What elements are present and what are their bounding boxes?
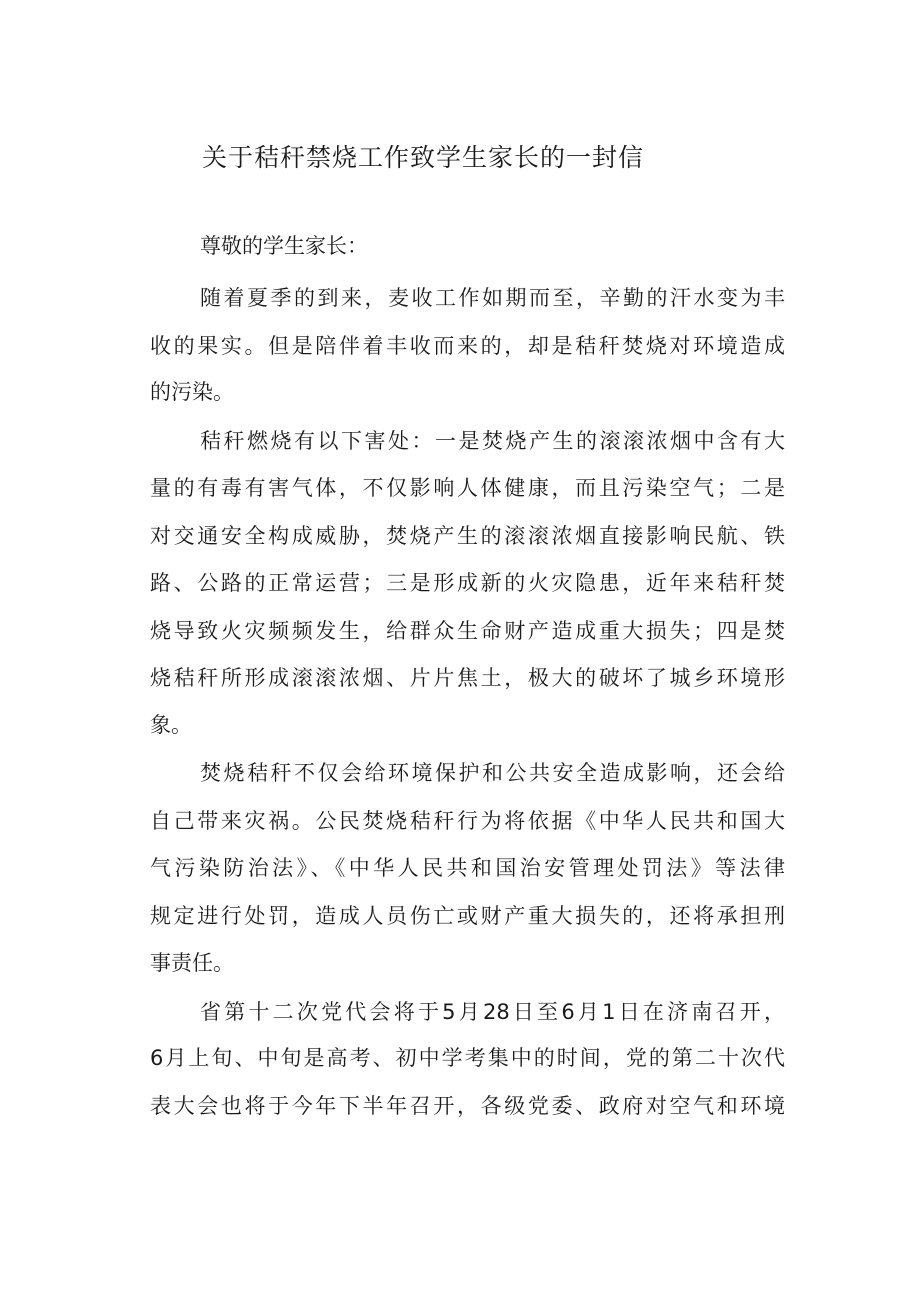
paragraph-line: 收的果实。但是陪伴着丰收而来的，却是秸秆焚烧对环境造成 bbox=[150, 334, 785, 358]
paragraph-line: 规定进行处罚，造成人员伤亡或财产重大损失的，还将承担刑 bbox=[150, 904, 785, 928]
paragraph-line: 量的有毒有害气体，不仅影响人体健康，而且污染空气；二是 bbox=[150, 476, 785, 500]
paragraph-line: 气污染防治法》、《中华人民共和国治安管理处罚法》等法律 bbox=[150, 856, 785, 880]
paragraph-line: 随着夏季的到来，麦收工作如期而至，辛勤的汗水变为丰 bbox=[200, 286, 785, 310]
paragraph-line: 象。 bbox=[150, 713, 192, 737]
paragraph-line: 省第十二次党代会将于5月28日至6月1日在济南召开， bbox=[200, 1000, 785, 1024]
paragraph-line: 烧秸秆所形成滚滚浓烟、片片焦土，极大的破坏了城乡环境形 bbox=[150, 666, 785, 690]
paragraph-line: 的污染。 bbox=[150, 380, 234, 404]
paragraph-line: 6月上旬、中旬是高考、初中学考集中的时间，党的第二十次代 bbox=[150, 1046, 785, 1070]
salutation: 尊敬的学生家长： bbox=[200, 234, 368, 258]
paragraph-line: 自己带来灾祸。公民焚烧秸秆行为将依据《中华人民共和国大 bbox=[150, 809, 785, 833]
paragraph-line: 秸秆燃烧有以下害处：一是焚烧产生的滚滚浓烟中含有大 bbox=[200, 429, 785, 453]
paragraph-line: 烧导致火灾频频发生，给群众生命财产造成重大损失；四是焚 bbox=[150, 619, 785, 643]
paragraph-line: 焚烧秸秆不仅会给环境保护和公共安全造成影响，还会给 bbox=[200, 761, 785, 785]
paragraph-line: 路、公路的正常运营；三是形成新的火灾隐患，近年来秸秆焚 bbox=[150, 571, 785, 595]
document-title: 关于秸秆禁烧工作致学生家长的一封信 bbox=[202, 143, 645, 172]
paragraph-line: 对交通安全构成威胁，焚烧产生的滚滚浓烟直接影响民航、铁 bbox=[150, 524, 785, 548]
paragraph-line: 事责任。 bbox=[150, 951, 234, 975]
paragraph-line: 表大会也将于今年下半年召开，各级党委、政府对空气和环境 bbox=[150, 1094, 785, 1118]
